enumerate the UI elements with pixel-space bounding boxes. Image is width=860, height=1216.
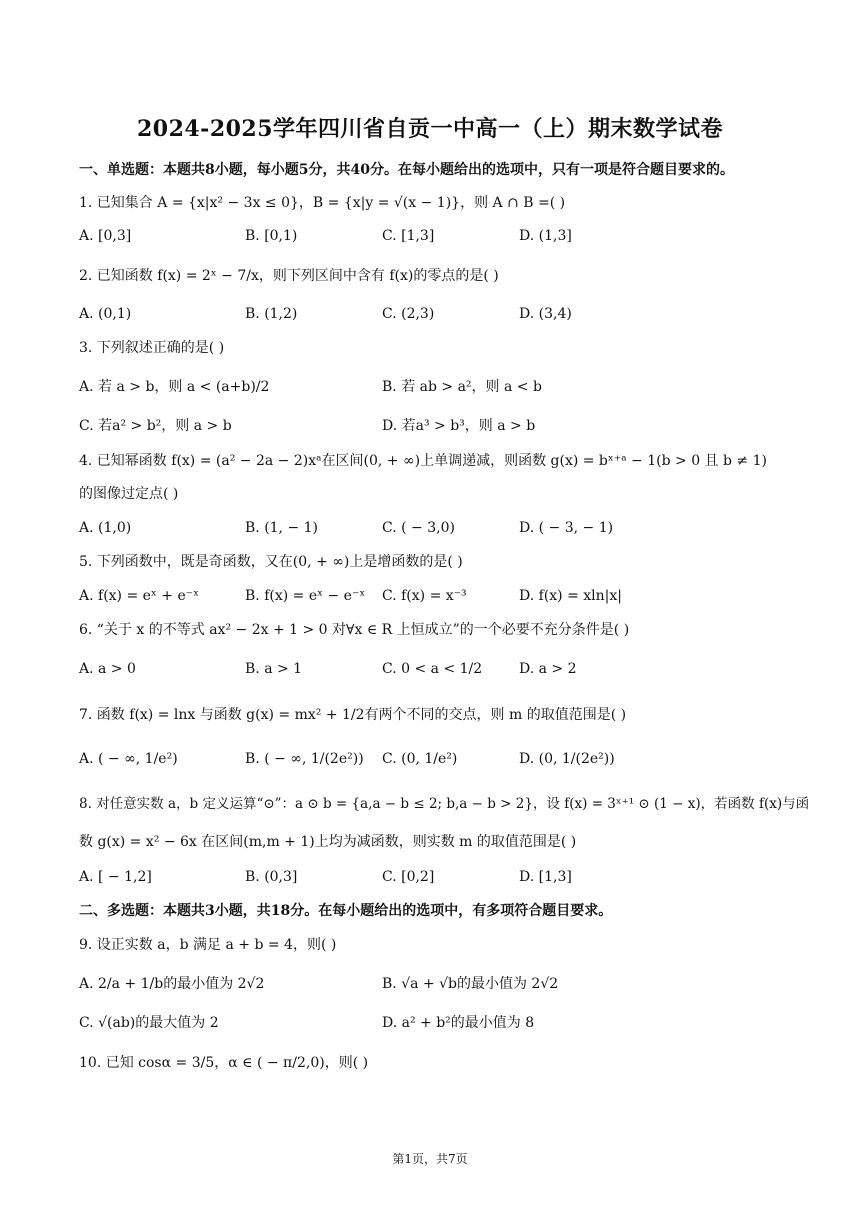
question-3-option-d: D. 若a³ > b³，则 a > b <box>382 418 536 434</box>
question-3-stem: 3. 下列叙述正确的是( ) <box>79 340 225 356</box>
section-heading-multiple-choice: 二、多选题：本题共3小题，共18分。在每小题给出的选项中，有多项符合题目要求。 <box>79 903 613 919</box>
question-5-option-a: A. f(x) = eˣ + e⁻ˣ <box>79 588 200 604</box>
question-2-stem: 2. 已知函数 f(x) = 2ˣ − 7/x，则下列区间中含有 f(x)的零点的是( ) <box>79 268 499 284</box>
question-5-option-c: C. f(x) = x⁻³ <box>382 588 467 604</box>
question-6-stem: 6. “关于 x 的不等式 ax² − 2x + 1 > 0 对∀x ∈ R 上恒成立”的一个必要不充分条件是( ) <box>79 622 630 638</box>
question-7-option-c: C. (0, 1/e²) <box>382 751 458 767</box>
page-footer: 第1页，共7页 <box>392 1152 468 1166</box>
section-heading-single-choice: 一、单选题：本题共8小题，每小题5分，共40分。在每小题给出的选项中，只有一项是符合题目要求的。 <box>79 162 734 178</box>
question-6-option-c: C. 0 < a < 1/2 <box>382 661 483 677</box>
question-6-option-a: A. a > 0 <box>79 661 136 677</box>
question-1-option-d: D. (1,3] <box>519 228 572 244</box>
question-10-stem: 10. 已知 cosα = 3/5，α ∈ ( − π/2,0)，则( ) <box>79 1055 369 1071</box>
question-7-option-d: D. (0, 1/(2e²)) <box>519 751 615 767</box>
question-4-option-b: B. (1, − 1) <box>245 520 319 536</box>
question-5-option-b: B. f(x) = eˣ − e⁻ˣ <box>245 588 366 604</box>
question-9-option-c: C. √(ab)的最大值为 2 <box>79 1015 219 1031</box>
page-title: 2024-2025学年四川省自贡一中高一（上）期末数学试卷 <box>136 116 724 142</box>
question-9-option-b: B. √a + √b的最小值为 2√2 <box>382 976 559 992</box>
question-9-stem: 9. 设正实数 a，b 满足 a + b = 4，则( ) <box>79 937 337 953</box>
question-8-option-c: C. [0,2] <box>382 869 435 885</box>
question-8-option-a: A. [ − 1,2] <box>79 869 152 885</box>
question-9-option-a: A. 2/a + 1/b的最小值为 2√2 <box>79 976 265 992</box>
question-5-stem: 5. 下列函数中，既是奇函数，又在(0, + ∞)上是增函数的是( ) <box>79 554 463 570</box>
question-7-stem: 7. 函数 f(x) = lnx 与函数 g(x) = mx² + 1/2有两个不同的交点，则 m 的取值范围是( ) <box>79 707 627 723</box>
question-6-option-d: D. a > 2 <box>519 661 577 677</box>
question-5-option-d: D. f(x) = xln|x| <box>519 588 622 604</box>
question-8-option-b: B. (0,3] <box>245 869 298 885</box>
question-1-stem: 1. 已知集合 A = {x|x² − 3x ≤ 0}，B = {x|y = √(x − 1)}，则 A ∩ B =( ) <box>79 195 566 211</box>
question-8-option-d: D. [1,3] <box>519 869 572 885</box>
question-8-stem: 8. 对任意实数 a，b 定义运算“⊙”：a ⊙ b = {a,a − b ≤ 2; b,a − b > 2}，设 f(x) = 3ˣ⁺¹ ⊙ (1 − x)，若函数 f(x)与函 <box>79 796 810 812</box>
question-4-option-c: C. ( − 3,0) <box>382 520 455 536</box>
question-4-stem-continued: 的图像过定点( ) <box>79 486 179 502</box>
question-4-option-a: A. (1,0) <box>79 520 132 536</box>
question-2-option-c: C. (2,3) <box>382 306 435 322</box>
question-1-option-b: B. [0,1) <box>245 228 298 244</box>
question-6-option-b: B. a > 1 <box>245 661 303 677</box>
question-3-option-b: B. 若 ab > a²，则 a < b <box>382 379 542 395</box>
question-2-option-d: D. (3,4) <box>519 306 572 322</box>
question-4-option-d: D. ( − 3, − 1) <box>519 520 614 536</box>
question-2-option-b: B. (1,2) <box>245 306 298 322</box>
question-4-stem: 4. 已知幂函数 f(x) = (a² − 2a − 2)xᵃ在区间(0, + ∞)上单调递减，则函数 g(x) = bˣ⁺ᵃ − 1(b > 0 且 b ≠ 1) <box>79 453 767 469</box>
question-8-stem-continued: 数 g(x) = x² − 6x 在区间(m,m + 1)上均为减函数，则实数 m 的取值范围是( ) <box>79 834 577 850</box>
question-7-option-b: B. ( − ∞, 1/(2e²)) <box>245 751 364 767</box>
question-2-option-a: A. (0,1) <box>79 306 132 322</box>
question-7-option-a: A. ( − ∞, 1/e²) <box>79 751 178 767</box>
question-1-option-c: C. [1,3] <box>382 228 435 244</box>
question-3-option-a: A. 若 a > b，则 a < (a+b)/2 <box>79 379 270 395</box>
question-9-option-d: D. a² + b²的最小值为 8 <box>382 1015 535 1031</box>
question-3-option-c: C. 若a² > b²，则 a > b <box>79 418 232 434</box>
question-1-option-a: A. [0,3] <box>79 228 132 244</box>
